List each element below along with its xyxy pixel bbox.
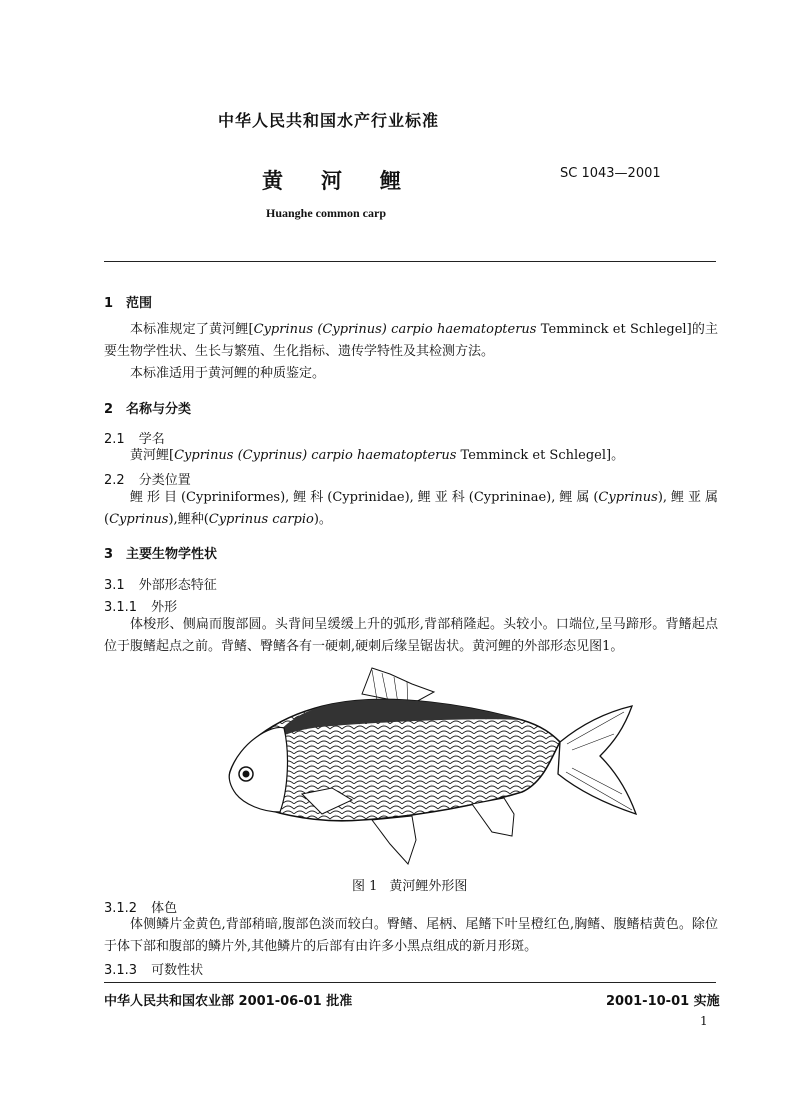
fish-head bbox=[229, 727, 287, 812]
header-divider bbox=[104, 261, 716, 262]
section-2-2-body: 鲤形目(Cypriniformes),鲤科(Cyprinidae),鲤亚科(Cyprininae),鲤属(Cyprinus),鲤亚属(Cyprinus),鲤种(Cyprinus carpio)。 bbox=[104, 490, 718, 527]
english-title: Huanghe common carp bbox=[266, 206, 386, 220]
tail-fin bbox=[558, 706, 636, 814]
section-3-1-3-heading: 3.1.3 可数性状 bbox=[104, 963, 204, 978]
standard-code: SC 1043—2001 bbox=[560, 166, 661, 181]
section-3-1-2-heading: 3.1.2 体色 bbox=[104, 901, 178, 916]
section-3-heading: 3 主要生物学性状 bbox=[104, 547, 218, 562]
section-2-heading: 2 名称与分类 bbox=[104, 402, 192, 417]
effective-date: 2001-10-01 实施 bbox=[606, 994, 720, 1009]
document-title: 黄河鲤 bbox=[262, 169, 439, 193]
page-number: 1 bbox=[700, 1014, 708, 1028]
footer-divider bbox=[104, 982, 716, 983]
approval-info: 中华人民共和国农业部 2001-06-01 批准 bbox=[104, 994, 353, 1009]
section-3-1-1-body: 体梭形、侧扁而腹部圆。头背间呈缓缓上升的弧形,背部稍隆起。头较小。口端位,呈马蹄形。背鳍起点位于腹鳍起点之前。背鳍、臀鳍各有一硬刺,硬刺后缘呈锯齿状。黄河鲤的外部形态见图1。 bbox=[104, 617, 718, 654]
pelvic-fin bbox=[372, 816, 416, 864]
section-1-body bbox=[104, 319, 718, 385]
section-2-1-body: 黄河鲤[Cyprinus (Cyprinus) carpio haematopterus Temminck et Schlegel]。 bbox=[130, 448, 625, 463]
section-1-heading: 1 范围 bbox=[104, 296, 153, 311]
section-3-1-heading: 3.1 外部形态特征 bbox=[104, 578, 217, 593]
section-3-1-2-body: 体侧鳞片金黄色,背部稍暗,腹部色淡而较白。臀鳍、尾柄、尾鳍下叶呈橙红色,胸鳍、腹鳍桔黄色。除位于体下部和腹部的鳞片外,其他鳞片的后部有由许多小黑点组成的新月形斑。 bbox=[104, 917, 718, 954]
section-2-1-heading: 2.1 学名 bbox=[104, 432, 165, 447]
section-2-2-heading: 2.2 分类位置 bbox=[104, 473, 191, 488]
section-3-1-1-heading: 3.1.1 外形 bbox=[104, 600, 178, 615]
issuing-org: 中华人民共和国水产行业标准 bbox=[218, 111, 440, 130]
anal-fin bbox=[472, 798, 514, 836]
carp-illustration bbox=[222, 664, 642, 869]
scope-paragraph: 本标准规定了黄河鲤[Cyprinus (Cyprinus) carpio haematopterus Temminck et Schlegel]的主要生物学性状、生长与繁殖、生化指标、遗传学特性及其检测方法。 bbox=[104, 322, 719, 359]
figure-caption: 图 1 黄河鲤外形图 bbox=[352, 879, 468, 894]
applicability-paragraph: 本标准适用于黄河鲤的种质鉴定。 bbox=[130, 366, 326, 381]
